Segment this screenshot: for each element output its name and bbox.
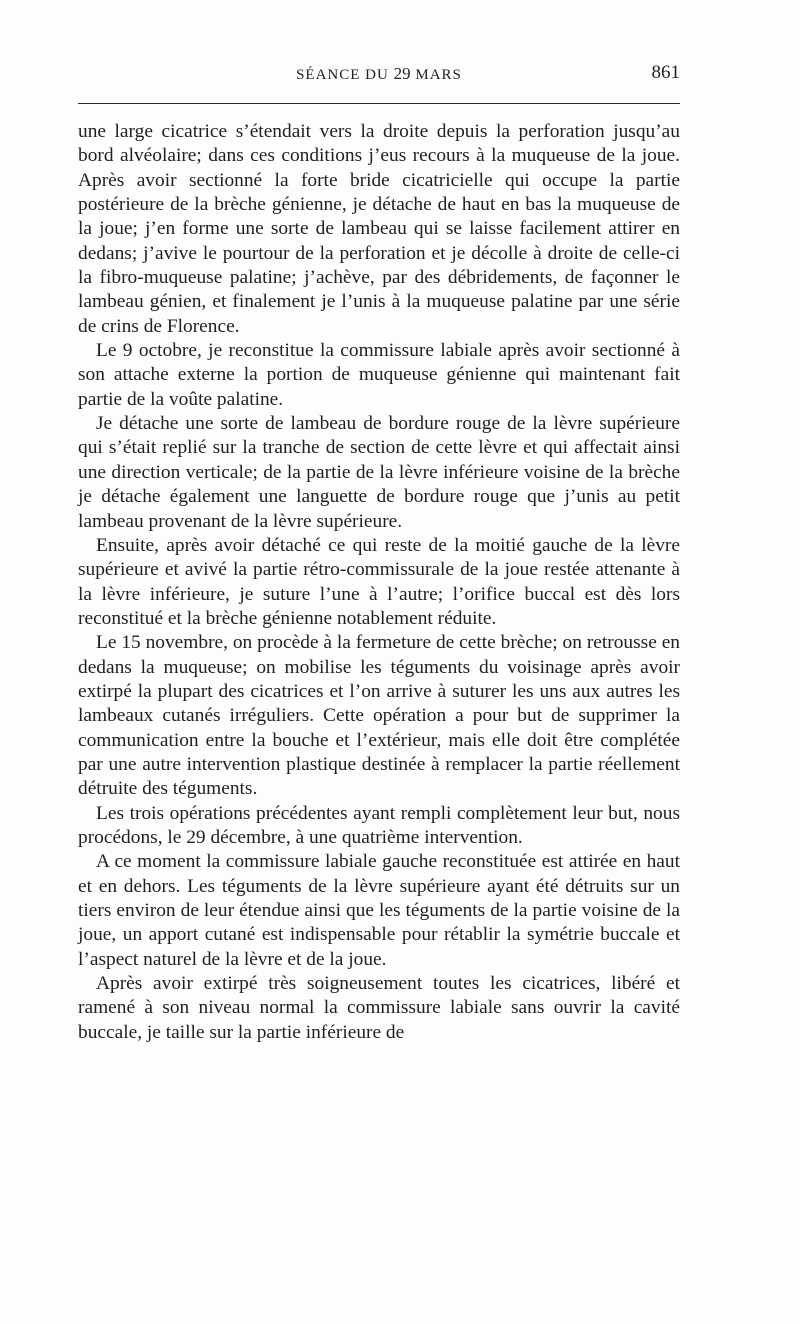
running-title <box>78 64 680 84</box>
running-title-day: 29 <box>393 64 411 83</box>
header-rule <box>78 103 680 104</box>
paragraph-suture: Ensuite, après avoir détaché ce qui reste de la moitié gauche de la lèvre supérieure et avivé la partie rétro-commissurale de la joue restée attenante à la lèvre inférieure, je suture l’une à l’autre; l’orifice buccal est dès lors reconstitué et la brèche génienne notablement réduite. <box>78 534 680 629</box>
paragraph-december: Les trois opérations précédentes ayant rempli complètement leur but, nous procédons, le 29 décembre, à une quatrième intervention. <box>78 802 680 848</box>
running-title-month: MARS <box>415 67 462 83</box>
paragraph-scars: Après avoir extirpé très soigneusement toutes les cicatrices, libéré et ramené à son niveau normal la commissure labiale sans ouvrir la cavité buccale, je taille sur la partie inférieure de <box>78 973 680 1043</box>
paragraph-november: Le 15 novembre, on procède à la fermeture de cette brèche; on retrousse en dedans la muqueuse; on mobilise les téguments du voisinage après avoir extirpé la plupart des cicatrices et l’on arrive à suturer les uns aux autres les lambeaux cutanés irréguliers. Cette opération a pour but de supprimer la communication entre la bouche et l’extérieur, mais elle doit être complétée par une autre intervention plastique destinée à remplacer la partie réellement détruite des téguments. <box>78 632 680 800</box>
page-number: 861 <box>651 62 680 83</box>
paragraph-lip-flap: Je détache une sorte de lambeau de bordure rouge de la lèvre supérieure qui s’était replié sur la tranche de section de cette lèvre et qui affectait ainsi une direction verticale; de la partie de la lèvre inférieure voisine de la brèche je détache également une languette de bordure rouge que j’unis au petit lambeau provenant de la lèvre supérieure. <box>78 413 680 532</box>
paragraph-october: Le 9 octobre, je reconstitue la commissure labiale après avoir sectionné à son attache externe la portion de muqueuse génienne qui maintenant fait partie de la voûte palatine. <box>78 340 680 410</box>
paragraph-commissure: A ce moment la commissure labiale gauche reconstituée est attirée en haut et en dehors. Les téguments de la lèvre supérieure ayant été détruits sur un tiers environ de leur étendue ainsi que les téguments de la partie voisine de la joue, un apport cutané est indispensable pour rétablir la symétrie buccale et l’aspect naturel de la lèvre et de la joue. <box>78 851 680 970</box>
page-header <box>78 62 680 92</box>
paragraph-continued: une large cicatrice s’étendait vers la droite depuis la perforation jusqu’au bord alvéolaire; dans ces conditions j’eus recours à la muqueuse de la joue. Après avoir sectionné la forte bride cicatricielle qui occupe la partie postérieure de la brèche génienne, je détache de haut en bas la muqueuse de la joue; j’en forme une sorte de lambeau qui se laisse facilement attirer en dedans; j’avive le pourtour de la perforation et je décolle à droite de celle-ci la fibro-muqueuse palatine; j’achève, par des débridements, de façonner le lambeau génien, et finalement je l’unis à la muqueuse palatine par une série de crins de Florence. <box>78 121 680 337</box>
body-text <box>78 120 680 1045</box>
running-title-prefix: SÉANCE DU <box>296 67 389 83</box>
